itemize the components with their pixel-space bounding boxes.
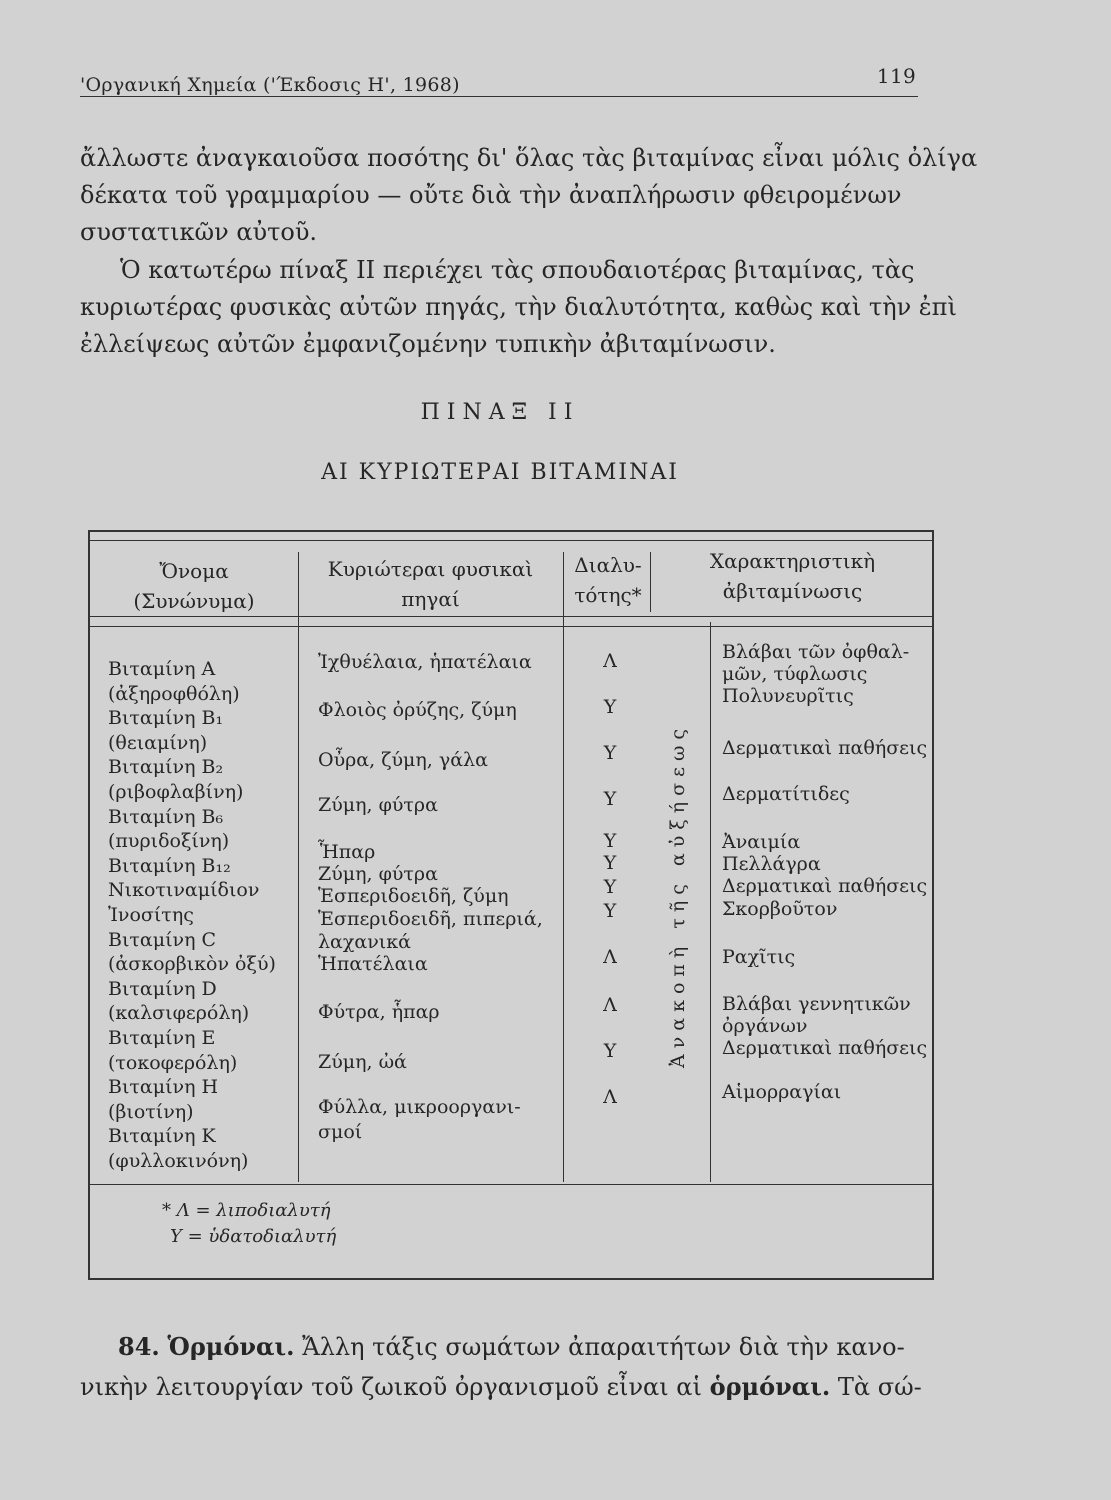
- section-84: [80, 1327, 960, 1407]
- header-solubility: [563, 550, 653, 610]
- table-top-rule: [90, 540, 932, 541]
- solubility-mark: Υ: [603, 830, 617, 852]
- solubility-mark: Υ: [603, 1040, 617, 1062]
- text-line: συστατικῶν αὐτοῦ.: [80, 218, 318, 246]
- source-entry: Ζύμη, φύτρα: [318, 794, 438, 816]
- column-divider: [298, 552, 299, 1182]
- vitamin-table: [88, 530, 934, 1280]
- header-sources: [298, 554, 563, 614]
- section-text: Ἄλλη τάξις σωμάτων ἀπαραιτήτων διὰ τὴν κανο-: [302, 1333, 905, 1361]
- source-entry: Οὖρα, ζύμη, γάλα: [318, 749, 488, 771]
- solubility-mark: Λ: [603, 650, 617, 672]
- deficiency-entry: Ἀναιμία: [722, 831, 801, 853]
- text-line: κυριωτέρας φυσικὰς αὐτῶν πηγάς, τὴν διαλυτότητα, καθὼς καὶ τὴν ἐπὶ: [80, 293, 957, 321]
- header-name: [90, 556, 298, 616]
- header-line: Χαρακτηριστικὴ: [709, 549, 876, 573]
- vitamin-name: Νικοτιναμίδιον: [108, 879, 260, 902]
- section-line: [80, 1367, 960, 1407]
- deficiency-entry: Δερματίτιδες: [722, 783, 850, 805]
- deficiency-entry: Αἱμορραγίαι: [722, 1081, 842, 1103]
- running-head: [80, 64, 920, 96]
- source-entry: Ζύμη, ὠά: [318, 1051, 407, 1073]
- text-line: Ὁ κατωτέρω πίναξ II περιέχει τὰς σπουδαιοτέρας βιταμίνας, τὰς: [120, 256, 915, 284]
- deficiency-entry: Δερματικαὶ παθήσεις: [722, 1037, 928, 1059]
- solubility-mark: Λ: [603, 1086, 617, 1108]
- paragraph-2: [80, 252, 957, 363]
- vitamin-name: Βιταμίνη B₁₂: [108, 854, 231, 877]
- section-text: νικὴν λειτουργίαν τοῦ ζωικοῦ ὀργανισμοῦ εἶναι αἱ: [80, 1373, 702, 1401]
- source-entry: Ζύμη, φύτρα: [318, 863, 438, 885]
- column-divider: [563, 552, 564, 1182]
- table-footnotes: [162, 1198, 336, 1250]
- vitamin-synonym: (θειαμίνη): [108, 731, 208, 754]
- paragraph-1: [80, 140, 978, 251]
- solubility-mark: Υ: [603, 876, 617, 898]
- solubility-mark: Υ: [603, 788, 617, 810]
- text-line: ἐλλείψεως αὐτῶν ἐμφανιζομένην τυπικὴν ἀβιταμίνωσιν.: [80, 330, 776, 358]
- solubility-mark: Υ: [603, 696, 617, 718]
- body-bottom-rule: [90, 1184, 932, 1185]
- footnote: Υ = ὑδατοδιαλυτή: [170, 1226, 337, 1247]
- vitamin-name: Βιταμίνη C: [108, 928, 217, 951]
- deficiency-entry: ὀργάνων: [722, 1015, 808, 1037]
- vitamin-synonym: (καλσιφερόλη): [108, 1002, 250, 1025]
- section-number: 84.: [118, 1332, 160, 1361]
- vitamin-name: Βιταμίνη B₂: [108, 756, 224, 779]
- vitamin-name: Βιταμίνη D: [108, 977, 217, 1000]
- deficiency-entry: Σκορβοῦτον: [722, 898, 838, 920]
- header-line: ἀβιταμίνωσις: [722, 579, 863, 603]
- source-entry: Φλοιὸς ὀρύζης, ζύμη: [318, 699, 517, 721]
- solubility-mark: Υ: [603, 742, 617, 764]
- section-title: Ὁρμόναι.: [167, 1332, 295, 1361]
- header-bottom-rule: [90, 626, 932, 627]
- source-entry: Ἧπαρ: [318, 841, 376, 863]
- header-line: Ὄνομα: [159, 559, 229, 583]
- header-rule: [80, 96, 918, 97]
- vitamin-synonym: (βιοτίνη): [108, 1100, 194, 1123]
- section-text: Τὰ σώ-: [837, 1373, 922, 1401]
- section-bold-term: ὁρμόναι.: [709, 1372, 831, 1401]
- vitamin-name: Βιταμίνη B₆: [108, 805, 224, 828]
- text-line: ἄλλωστε ἀναγκαιοῦσα ποσότης δι' ὅλας τὰς βιταμίνας εἶναι μόλις ὀλίγα: [80, 144, 978, 172]
- header-line: τότης*: [574, 583, 642, 607]
- vitamin-synonym: (ριβοφλαβίνη): [108, 780, 244, 803]
- deficiency-entry: Πελλάγρα: [722, 853, 821, 875]
- solubility-mark: Λ: [603, 946, 617, 968]
- vitamin-name: Βιταμίνη B₁: [108, 707, 224, 730]
- deficiency-entry: Βλάβαι γεννητικῶν: [722, 993, 911, 1015]
- solubility-mark: Υ: [603, 900, 617, 922]
- vitamin-name: Βιταμίνη K: [108, 1125, 216, 1148]
- vertical-note: Ἀνακοπὴ τῆς αὐξήσεως: [667, 722, 689, 1068]
- footnote: * Λ = λιποδιαλυτή: [162, 1200, 331, 1221]
- header-line: Διαλυ-: [574, 553, 642, 577]
- source-entry: Ἑσπεριδοειδῆ, ζύμη: [318, 885, 509, 907]
- vitamin-name: Ἰνοσίτης: [108, 903, 194, 926]
- vitamin-synonym: (τοκοφερόλη): [108, 1051, 238, 1074]
- header-line: Κυριώτεραι φυσικαὶ: [327, 557, 534, 581]
- name-column: [108, 657, 276, 1173]
- source-entry: Ἡπατέλαια: [318, 953, 428, 975]
- deficiency-entry: μῶν, τύφλωσις: [722, 663, 868, 685]
- source-entry: Ἰχθυέλαια, ἡπατέλαια: [318, 651, 532, 673]
- vitamin-synonym: (ἀσκορβικὸν ὀξύ): [108, 953, 276, 976]
- vitamin-name: Βιταμίνη E: [108, 1026, 216, 1049]
- source-entry: σμοί: [318, 1121, 363, 1143]
- solubility-mark: Υ: [603, 852, 617, 874]
- vitamin-synonym: (ἀξηροφθόλη): [108, 682, 240, 705]
- header-line: πηγαί: [401, 587, 460, 611]
- vitamin-synonym: (πυριδοξίνη): [108, 830, 230, 853]
- deficiency-entry: Βλάβαι τῶν ὀφθαλ-: [722, 641, 910, 663]
- deficiency-entry: Ραχῖτις: [722, 946, 796, 968]
- deficiency-entry: Δερματικαὶ παθήσεις: [722, 875, 928, 897]
- text-line: δέκατα τοῦ γραμμαρίου — οὔτε διὰ τὴν ἀναπλήρωσιν φθειρομένων: [80, 181, 902, 209]
- source-entry: Φύτρα, ἧπαρ: [318, 1001, 440, 1023]
- header-line: (Συνώνυμα): [133, 589, 255, 613]
- solubility-mark: Λ: [603, 994, 617, 1016]
- section-line: [80, 1327, 960, 1367]
- vitamin-name: Βιταμίνη Α: [108, 658, 216, 680]
- source-entry: Ἑσπεριδοειδῆ, πιπεριά,: [318, 908, 543, 930]
- header-deficiency: [653, 546, 932, 606]
- vitamin-name: Βιταμίνη H: [108, 1076, 219, 1099]
- header-bottom-rule: [90, 616, 932, 617]
- deficiency-entry: Πολυνευρῖτις: [722, 685, 854, 707]
- column-divider: [710, 622, 711, 1182]
- source-entry: λαχανικά: [318, 931, 411, 953]
- vitamin-synonym: (φυλλοκινόνη): [108, 1149, 249, 1172]
- deficiency-entry: Δερματικαὶ παθήσεις: [722, 737, 928, 759]
- table-caption: ΠΙΝΑΞ II: [420, 400, 580, 425]
- page-number: 119: [876, 64, 916, 88]
- source-entry: Φύλλα, μικροοργανι-: [318, 1096, 521, 1118]
- running-title: 'Οργανική Χημεία ('Έκδοσις Η', 1968): [80, 74, 460, 96]
- table-title: ΑΙ ΚΥΡΙΩΤΕΡΑΙ ΒΙΤΑΜΙΝΑΙ: [321, 460, 679, 485]
